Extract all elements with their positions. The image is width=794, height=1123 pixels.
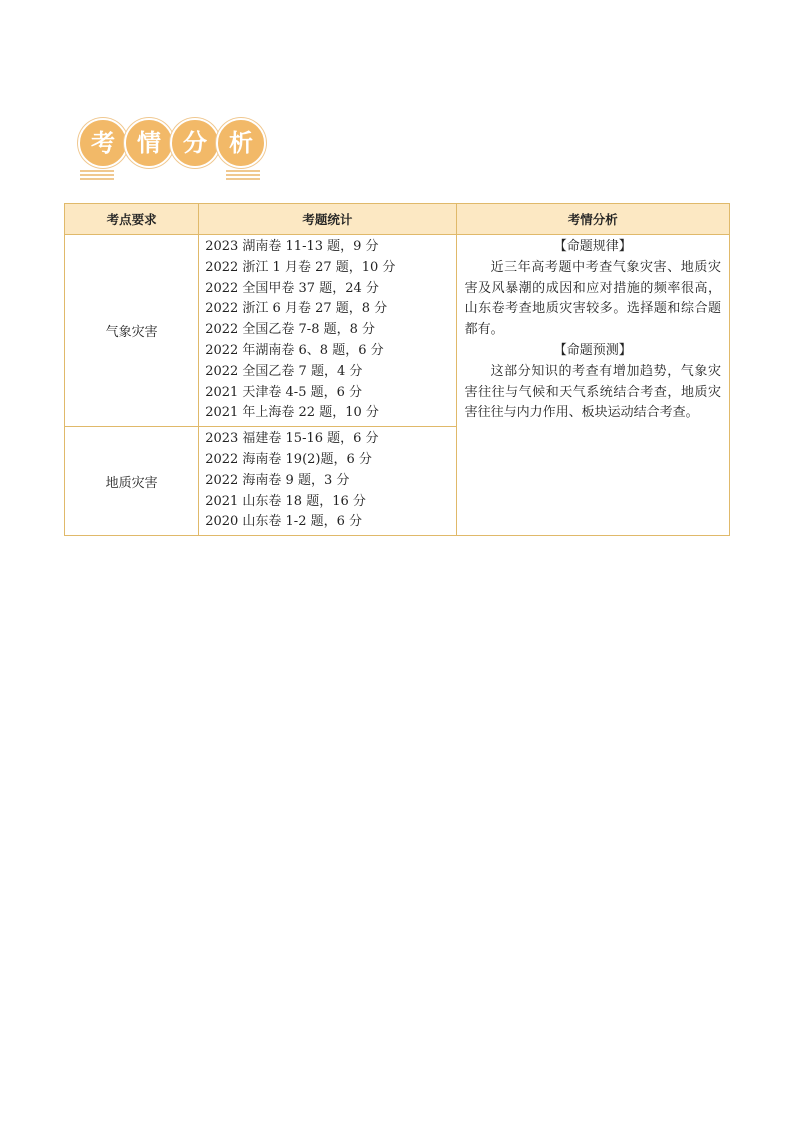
stat-line: 2022 年湖南卷 6、8 题，6 分: [205, 342, 384, 358]
stat-line: 2021 山东卷 18 题，16 分: [205, 493, 366, 509]
stat-line: 2022 全国甲卷 37 题，24 分: [205, 280, 379, 296]
analysis-forecast-title: 【命题预测】: [553, 342, 632, 358]
table-row: [65, 235, 730, 427]
exam-stats-cell: [199, 235, 456, 427]
exam-point-cell: 气象灾害: [65, 235, 199, 427]
stat-line: 2023 福建卷 15-16 题，6 分: [205, 431, 379, 447]
header-exam-point: 考点要求: [65, 204, 199, 235]
decorative-line: [80, 170, 114, 172]
exam-analysis-cell: [456, 235, 729, 536]
decorative-line: [226, 174, 260, 176]
analysis-rule-title: 【命题规律】: [553, 239, 632, 254]
header-exam-stats: 考题统计: [199, 204, 456, 235]
stat-line: 2022 海南卷 9 题，3 分: [205, 472, 350, 488]
stat-line: 2022 全国乙卷 7 题，4 分: [205, 363, 363, 379]
stat-line: 2023 湖南卷 11-13 题，9 分: [205, 239, 379, 254]
exam-analysis-table: [64, 203, 730, 536]
title-char-circle: 分: [170, 118, 220, 168]
exam-stats-cell: [199, 427, 456, 536]
exam-point-cell: 地质灾害: [65, 427, 199, 536]
stat-line: 2022 浙江 6 月卷 27 题，8 分: [205, 301, 388, 317]
stat-line: 2021 天津卷 4-5 题，6 分: [205, 384, 363, 400]
title-char-circle: 考: [78, 118, 128, 168]
decorative-line: [80, 174, 114, 176]
section-title-badge: [78, 118, 268, 182]
decorative-line: [226, 170, 260, 172]
stat-line: 2022 全国乙卷 7-8 题，8 分: [205, 322, 376, 338]
stat-line: 2020 山东卷 1-2 题，6 分: [205, 514, 363, 530]
title-char-circle: 析: [216, 118, 266, 168]
title-char-circle: 情: [124, 118, 174, 168]
analysis-rule-text: 近三年高考题中考查气象灾害、地质灾害及风暴潮的成因和应对措施的频率很高，山东卷考查地质灾害较多。选择题和综合题都有。: [464, 259, 721, 338]
analysis-forecast-text: 这部分知识的考查有增加趋势，气象灾害往往与气候和天气系统结合考查，地质灾害往往与内力作用、板块运动结合考查。: [464, 363, 721, 421]
stat-line: 2022 海南卷 19(2)题，6 分: [205, 451, 372, 467]
stat-line: 2022 浙江 1 月卷 27 题，10 分: [205, 259, 396, 275]
stat-line: 2021 年上海卷 22 题，10 分: [205, 405, 379, 421]
header-exam-analysis: 考情分析: [456, 204, 729, 235]
decorative-line: [80, 178, 114, 180]
decorative-line: [226, 178, 260, 180]
table-header-row: [65, 204, 730, 235]
